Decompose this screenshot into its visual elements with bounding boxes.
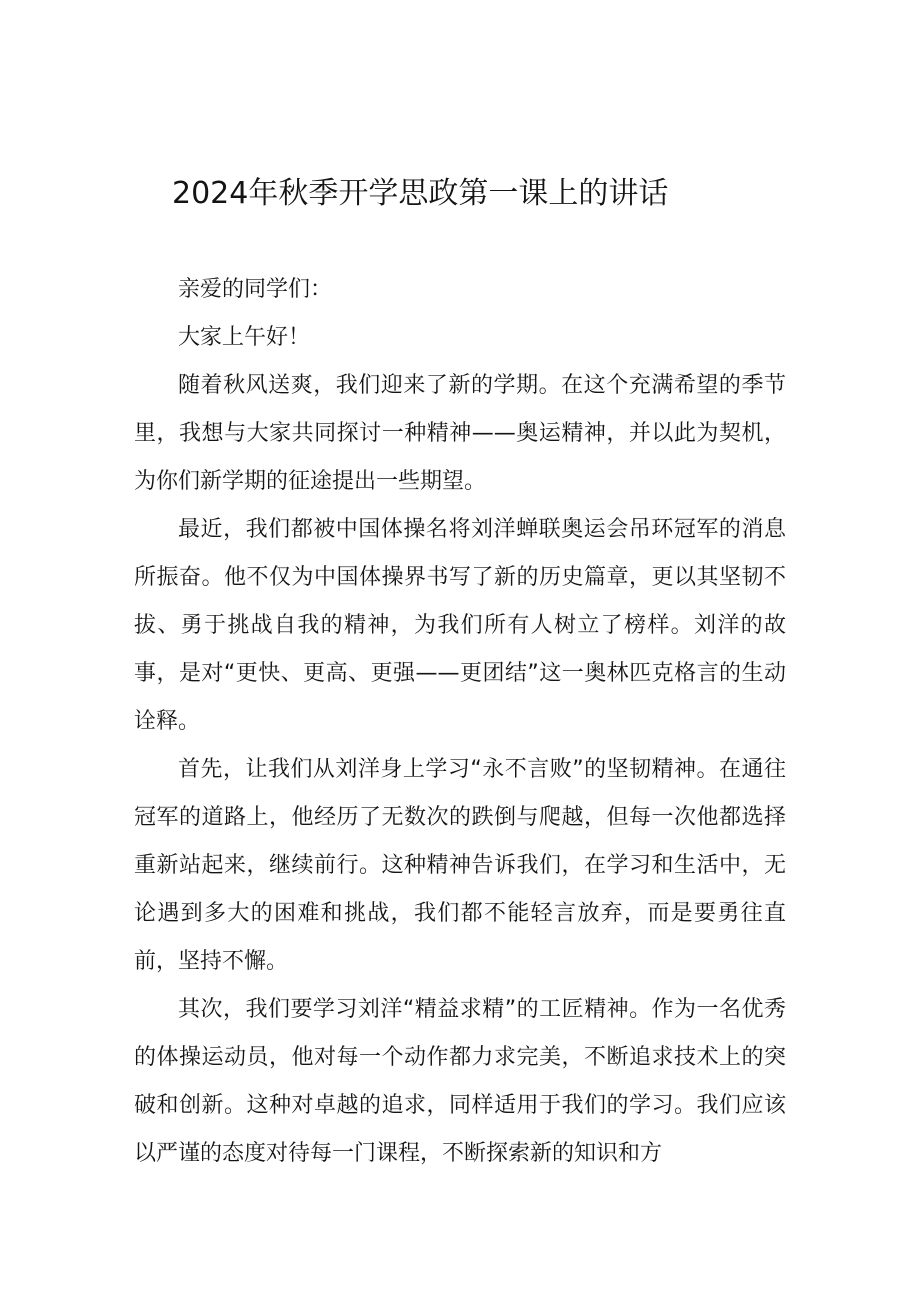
body-paragraph: 随着秋风送爽，我们迎来了新的学期。在这个充满希望的季节里，我想与大家共同探讨一种精神——奥运精神，并以此为契机，为你们新学期的征途提出一些期望。 xyxy=(134,373,786,494)
document-body xyxy=(134,266,786,1178)
body-paragraph: 最近，我们都被中国体操名将刘洋蝉联奥运会吊环冠军的消息所振奋。他不仅为中国体操界书写了新的历史篇章，更以其坚韧不拔、勇于挑战自我的精神，为我们所有人树立了榜样。刘洋的故事，是对“更快、更高、更强——更团结”这一奥林匹克格言的生动诠释。 xyxy=(134,517,786,734)
salutation-paragraph: 亲爱的同学们： xyxy=(178,277,333,302)
greeting-paragraph: 大家上午好！ xyxy=(178,325,311,350)
body-paragraph: 首先，让我们从刘洋身上学习“永不言败”的坚韧精神。在通往冠军的道路上，他经历了无数次的跌倒与爬越，但每一次他都选择重新站起来，继续前行。这种精神告诉我们，在学习和生活中，无论遇到多大的困难和挑战，我们都不能轻言放弃，而是要勇往直前，坚持不懈。 xyxy=(134,757,787,974)
document-title: 2024年秋季开学思政第一课上的讲话 xyxy=(172,176,669,211)
body-paragraph: 其次，我们要学习刘洋“精益求精”的工匠精神。作为一名优秀的体操运动员，他对每一个动作都力求完美，不断追求技术上的突破和创新。这种对卓越的追求，同样适用于我们的学习。我们应该以严谨的态度对待每一门课程，不断探索新的知识和方 xyxy=(134,997,787,1166)
